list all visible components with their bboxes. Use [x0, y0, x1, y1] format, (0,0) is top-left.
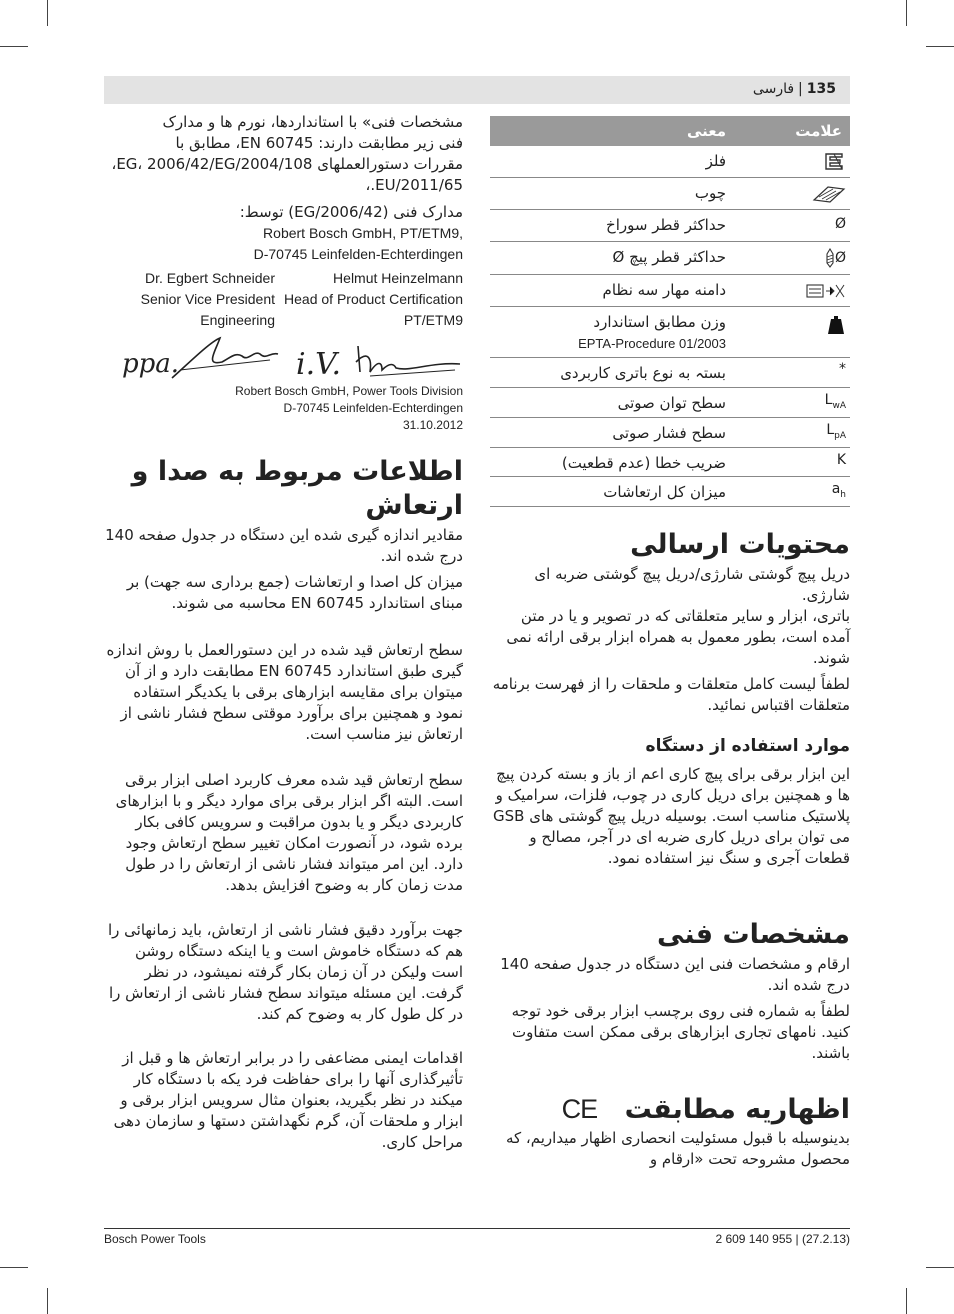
signatory-right-role1: Head of Product Certification: [284, 291, 463, 307]
company-line-2: D-70745 Leinfelden-Echterdingen: [283, 401, 463, 415]
specs-p1: ارقام و مشخصات فنی این دستگاه در جدول صفحه 140 درج شده اند.: [500, 955, 850, 994]
noise-p6: اقدامات ایمنی مضاعفی را در برابر ارتعاش ها و قبل از تأثیرگذاری آنها را برای حفاظت فرد یکه با دستگاه کار میکند در نظر بگیرید، بعنوان مثال سرویس ابزار برقی و ابزار و ملحقات آن، گرم نگهداشتن دستها و سازمان دهی مراحل کاری.: [113, 1049, 463, 1151]
specs-title: مشخصات فنی: [657, 919, 850, 950]
conformity-title: اظهاریه مطابقت: [624, 1094, 850, 1125]
signatory-left-name: Dr. Egbert Schneider: [145, 270, 275, 286]
crop-mark: [926, 46, 954, 47]
noise-p4: سطح ارتعاش قید شده معرف کاربرد اصلی ابزار برقی است. البته اگر ابزار برقی برای موارد دیگر و با ابزارهای کاربردی دیگر و یا بدون مراقبت و سرویس کافی بکار برده شود، در آنصورت امکان تغییر سطح ارتعاش وجود دارد. این امر میتواند فشار ناشی از ارتعاش را در طول مدت زمان کار به وضوح افزایش بدهد.: [115, 771, 463, 894]
contents-p3: لطفاً لیست کامل متعلقات و ملحقات را از فهرست برنامه متعلقات اقتباس نمائید.: [492, 675, 850, 714]
symbol-letter: L: [824, 392, 833, 408]
row-meaning: ضریب خطا (عدم قطعیت): [561, 454, 726, 472]
noise-p5: جهت برآورد دقیق فشار ناشی از ارتعاش، باید زمانهائی را هم که دستگاه خاموش است و یا اینکه دستگاه روشن است ولیکن در آن زمان بکار گرفته نمیشود، در نظر گرفت. این مسئله میتواند سطح فشار ناشی از ارتعاش را در کل طول کار به وضوح کم کند.: [107, 921, 463, 1023]
table-row: [490, 307, 850, 358]
table-row: [490, 448, 850, 477]
footer-left: Bosch Power Tools: [104, 1232, 206, 1246]
weight-icon: [806, 315, 846, 337]
tech-file-address-1: Robert Bosch GmbH, PT/ETM9,: [263, 225, 463, 241]
screw-diameter-symbol: Ø: [834, 250, 846, 266]
header-text: 135|فارسی: [752, 81, 836, 97]
metal-icon: [806, 152, 846, 174]
crop-mark: [926, 1267, 954, 1268]
company-block: [104, 383, 463, 434]
table-row: [490, 210, 850, 242]
ah-symbol: [806, 481, 846, 503]
crop-mark: [906, 1288, 907, 1314]
k-symbol: K: [836, 452, 846, 468]
row-meaning: بستہ به نوع باتری کاربردی: [560, 364, 726, 382]
page-header: [104, 76, 850, 104]
signatory-right: [280, 268, 463, 331]
signatory-left: [104, 268, 275, 331]
conformity-title-row: [490, 1092, 850, 1127]
row-meaning-standard: EPTA-Procedure 01/2003: [578, 336, 726, 351]
signatures-image: [120, 332, 465, 384]
company-date: 31.10.2012: [402, 418, 463, 432]
crop-mark: [47, 1288, 48, 1314]
left-line-2: فنی زیر مطابقت دارند: EN 60745، مطابق با: [175, 134, 463, 152]
symbol-sub: h: [840, 489, 846, 500]
row-meaning: سطح فشار صوتی: [612, 424, 726, 442]
row-meaning: دامنه مهار سه نظام: [602, 281, 726, 299]
table-row: [490, 242, 850, 275]
symbol-letter: L: [826, 422, 835, 438]
crop-mark: [47, 0, 48, 26]
left-line-1: مشخصات فنی» با استانداردها، نورم ها و مدارک: [162, 113, 463, 131]
table-row: [490, 178, 850, 210]
signatory-left-role1: Senior Vice President: [140, 291, 275, 307]
crop-mark: [906, 0, 907, 26]
header-language: فارسی: [752, 81, 795, 97]
diameter-icon: Ø: [834, 216, 846, 232]
usage-p1: این ابزار برقی برای پیچ کاری اعم از باز و بسته کردن پیچ ها و همچنین برای دریل کاری در چوب، فلزات، سرامیک و پلاستیک مناسب است. بوسیله دریل پیچ گوشتی های GSB می توان برای دریل کاری ضربه ای در آجر، مصالح و قطعات آجری و سنگ نیز استفاده نمود.: [493, 765, 850, 867]
table-row: [490, 418, 850, 448]
asterisk-symbol: *: [839, 361, 846, 377]
ce-mark: CE: [561, 1094, 598, 1124]
contents-title: محتویات ارسالی: [630, 529, 850, 560]
conformity-p1: بدینوسیله با قبول مسئولیت انحصاری اظهار میداریم، که محصول مشروحه تحت «ارقام و: [505, 1129, 850, 1168]
left-line-3: مقررات دستورالعملهای 2004/108/EG، 2006/42/EG،: [111, 155, 463, 173]
symbol-sub: wA: [832, 400, 846, 411]
tech-file-address-2: D-70745 Leinfelden-Echterdingen: [253, 246, 463, 262]
sig-right-prefix: i.V.: [296, 347, 342, 382]
col-meaning-header: معنی: [686, 122, 726, 140]
table-row: [490, 388, 850, 418]
noise-p1: مقادیر اندازه گیری شده این دستگاه در جدول صفحه 140 درج شده اند.: [105, 526, 463, 565]
table-row: [490, 358, 850, 388]
contents-p2: باتری، ابزار و سایر متعلقاتی که در تصویر و یا در متن آمده است، بطور معمول به همراه ابزار برقی ارائه نمی شوند.: [506, 607, 850, 667]
row-meaning: حداکثر قطر پیچ Ø: [612, 248, 726, 266]
sig-left-prefix: ppa.: [122, 349, 180, 379]
row-meaning: فلز: [705, 152, 726, 170]
lwa-symbol: [806, 392, 846, 414]
symbols-table-header: [490, 116, 850, 146]
screw-diameter-icon: [806, 248, 846, 270]
usage-title: موارد استفاده از دستگاه: [645, 736, 850, 756]
contents-p1: دریل پیچ گوشتی شارژی/دریل پیچ گوشتی ضربه ای شارژی.: [534, 565, 850, 604]
row-meaning: سطح توان صوتی: [617, 394, 726, 412]
footer-rule: [104, 1228, 850, 1229]
symbol-letter: a: [831, 481, 841, 497]
col-symbol-header: علامت: [795, 122, 842, 140]
specs-p2: لطفاً به شماره فنی روی برچسب ابزار برقی خود توجه کنید. نامهای تجاری ابزارهای برقی ممکن است متفاوت باشند.: [511, 1002, 850, 1062]
three-modes-icon: [806, 281, 846, 303]
left-line-5: مدارک فنی (2006/42/EG) توسط:: [239, 203, 463, 221]
row-meaning: چوب: [694, 184, 726, 202]
crop-mark: [0, 46, 28, 47]
row-meaning: میزان کل ارتعاشات: [603, 483, 726, 501]
lpa-symbol: [806, 422, 846, 444]
wood-icon: [806, 184, 846, 206]
signatory-left-role2: Engineering: [200, 312, 275, 328]
symbol-sub: pA: [834, 430, 846, 441]
footer-right: 2 609 140 955 | (27.2.13): [715, 1232, 850, 1246]
signatory-right-name: Helmut Heinzelmann: [333, 270, 463, 286]
row-meaning: وزن مطابق استاندارد: [593, 313, 726, 331]
page-number: 135: [806, 81, 836, 97]
signatory-right-role2: PT/ETM9: [403, 312, 463, 328]
noise-p2: میزان کل اصدا و ارتعاشات (جمع برداری سه جهت) بر مبنای استاندارد EN 60745 محاسبه می شوند.: [126, 573, 463, 612]
table-row: [490, 477, 850, 507]
left-line-4: 2011/65/EU.،: [365, 176, 463, 194]
noise-title: اطلاعات مربوط به صدا و ارتعاش: [131, 456, 463, 521]
table-row: [490, 275, 850, 307]
row-meaning: حداکثر قطر سوراخ: [606, 216, 726, 234]
table-row: [490, 146, 850, 178]
crop-mark: [0, 1267, 28, 1268]
noise-p3: سطح ارتعاش قید شده در این دستورالعمل با روش اندازه گیری طبق استاندارد EN 60745 مطابقت دارد و از آن میتوان برای مقایسه ابزارهای برقی با یکدیگر استفاده نمود و همچنین برای برآورد موقتی سطح فشار ناشی از ارتعاش نیز مناسب است.: [106, 641, 463, 743]
company-line-1: Robert Bosch GmbH, Power Tools Division: [235, 384, 463, 398]
